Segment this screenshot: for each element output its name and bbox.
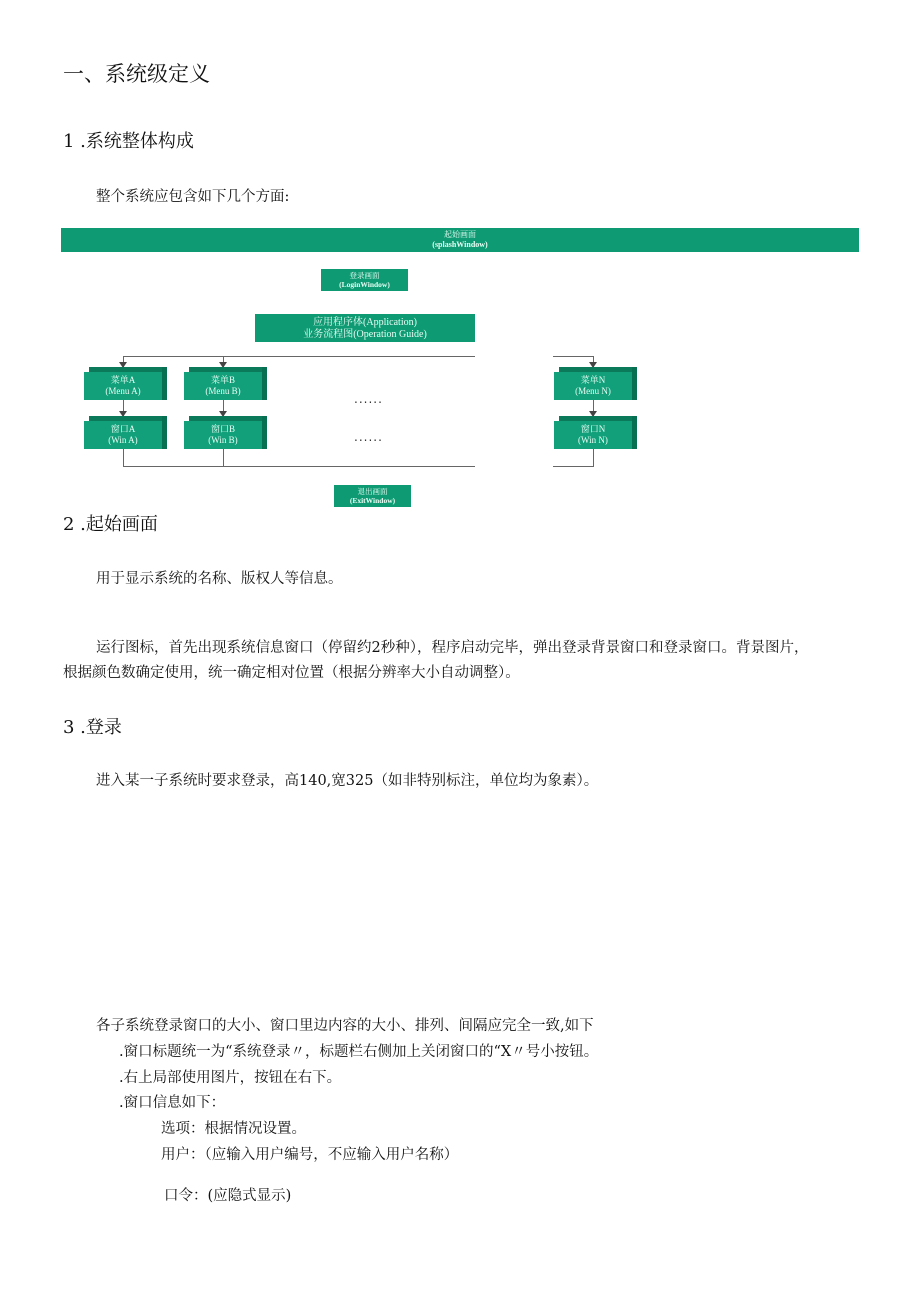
menu-b-box xyxy=(184,372,262,400)
login-size-description: 进入某一子系统时要求登录，高140,宽325（如非特别标注，单位均为象素）。 xyxy=(96,773,599,789)
win-a-label: 窗口A xyxy=(110,424,136,434)
arrow-menu-n xyxy=(589,362,597,368)
login-field-user: 用户：（应输入用户编号，不应输入用户名称） xyxy=(161,1147,459,1163)
window-ellipsis: ...... xyxy=(354,430,383,444)
arrow-menu-a xyxy=(119,362,127,368)
menu-ellipsis: ...... xyxy=(354,392,383,406)
bottom-connector-left xyxy=(123,466,475,467)
top-connector-right xyxy=(553,356,593,357)
win-a-en: (Win A) xyxy=(108,435,138,445)
menu-n-en: (Menu N) xyxy=(575,386,611,396)
application-label: 应用程序体(Application) xyxy=(313,317,417,328)
login-rule-image: .右上局部使用图片，按钮在右下。 xyxy=(119,1070,342,1086)
arrow-menu-b xyxy=(219,362,227,368)
menu-a-label: 菜单A xyxy=(110,375,136,385)
splash-window-box xyxy=(61,228,859,252)
win-b-en: (Win B) xyxy=(208,435,238,445)
win-a-box xyxy=(84,421,162,449)
splash-window-label: 起始画面 xyxy=(444,230,476,239)
menu-n-box xyxy=(554,372,632,400)
login-rule-title: .窗口标题统一为“系统登录〃，标题栏右侧加上关闭窗口的“X〃号小按钮。 xyxy=(119,1044,599,1060)
win-n-box xyxy=(554,421,632,449)
win-n-label: 窗口N xyxy=(580,424,606,434)
arrow-win-a xyxy=(119,411,127,417)
exit-window-en: (ExitWindow) xyxy=(349,496,396,505)
splash-description: 用于显示系统的名称、版权人等信息。 xyxy=(96,571,343,587)
login-field-option: 选项：根据情况设置。 xyxy=(161,1121,306,1137)
arrow-win-b xyxy=(219,411,227,417)
menu-a-en: (Menu A) xyxy=(105,386,141,396)
exit-window-label: 退出画面 xyxy=(357,487,388,496)
login-field-password: 口令：(应隐式显示) xyxy=(164,1188,292,1204)
login-window-en: (LoginWindow) xyxy=(339,280,390,289)
composition-intro: 整个系统应包含如下几个方面: xyxy=(96,189,290,205)
section-title-system-definition: 一、系统级定义 xyxy=(63,62,210,86)
splash-detail-line2: 根据颜色数确定使用，统一确定相对位置（根据分辨率大小自动调整）。 xyxy=(63,665,520,681)
section-title-splash: 2 .起始画面 xyxy=(63,514,158,535)
exit-window-box xyxy=(334,485,411,507)
menu-n-label: 菜单N xyxy=(580,375,606,385)
menu-a-box xyxy=(84,372,162,400)
bottom-connector-right xyxy=(553,466,593,467)
arrow-win-n xyxy=(589,411,597,417)
menu-b-label: 菜单B xyxy=(210,375,235,385)
menu-b-en: (Menu B) xyxy=(205,386,241,396)
section-title-login: 3 .登录 xyxy=(63,717,122,738)
win-b-box xyxy=(184,421,262,449)
win-b-label: 窗口B xyxy=(210,424,235,434)
login-window-label: 登录画面 xyxy=(349,271,380,280)
login-window-box xyxy=(321,269,408,291)
splash-window-en: (splashWindow) xyxy=(432,240,488,249)
win-n-en: (Win N) xyxy=(578,435,608,445)
login-rule-info: .窗口信息如下： xyxy=(119,1095,226,1111)
login-consistency-note: 各子系统登录窗口的大小、窗口里边内容的大小、排列、间隔应完全一致,如下 xyxy=(96,1018,594,1034)
operation-guide-label: 业务流程图(Operation Guide) xyxy=(303,329,427,340)
top-connector-left xyxy=(123,356,475,357)
splash-detail-line1: 运行图标，首先出现系统信息窗口（停留约2秒种），程序启动完毕，弹出登录背景窗口和登录窗口。背景图片， xyxy=(96,640,809,656)
section-title-system-composition: 1 .系统整体构成 xyxy=(63,131,194,152)
application-box xyxy=(255,314,475,342)
